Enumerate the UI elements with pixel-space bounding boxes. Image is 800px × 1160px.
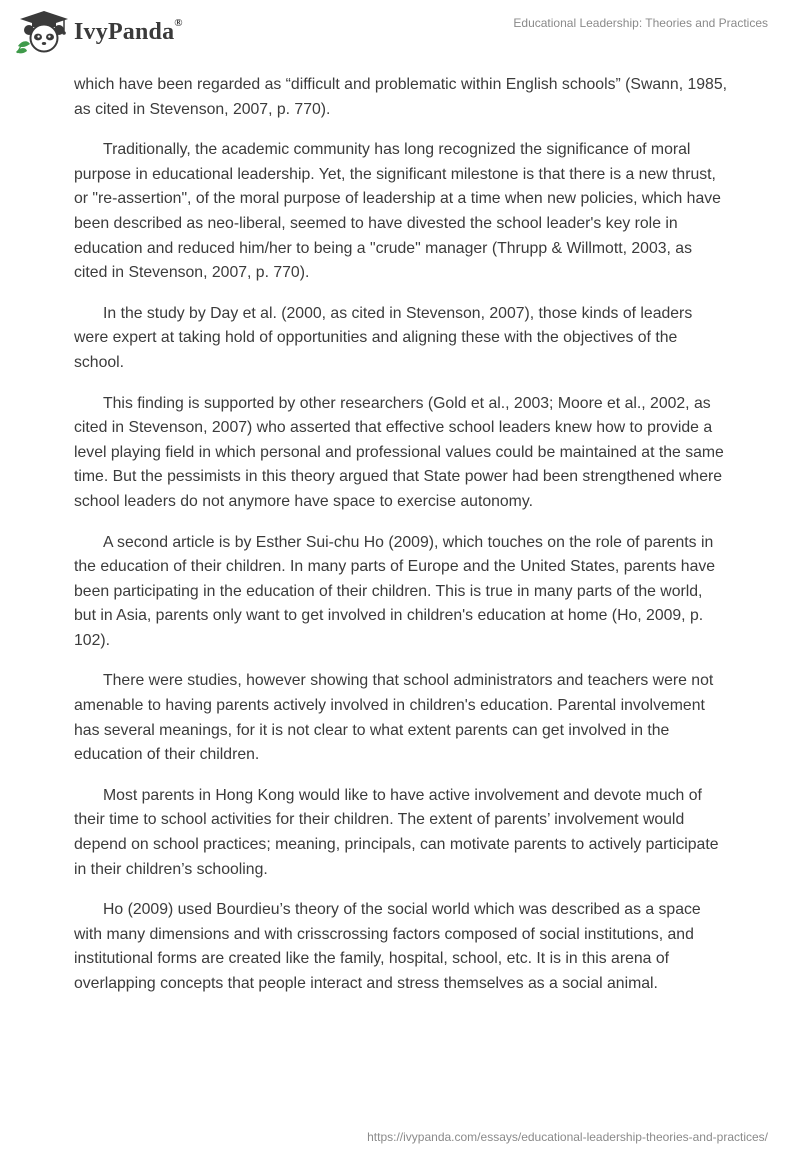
paragraph: Most parents in Hong Kong would like to have active involvement and devote much of their time to school activities for their children. The extent of parents’ involvement would depend on school practices; meaning, principals, can motivate parents to actively participate in their children’s schooling. (74, 786, 719, 878)
panda-graduate-logo-icon (14, 10, 72, 54)
paragraph: Ho (2009) used Bourdieu’s theory of the social world which was described as a space with many dimensions and with crisscrossing factors composed of social institutions, and institutional forms are created like the family, hospital, school, etc. It is in this arena of overlapping concepts that people interact and stress themselves as a social animal. (74, 901, 701, 992)
brand-name: IvyPanda® (74, 16, 183, 45)
source-url[interactable]: https://ivypanda.com/essays/educational-leadership-theories-and-practices/ (367, 1130, 768, 1144)
ivypanda-logo[interactable] (14, 10, 183, 54)
paragraph: This finding is supported by other researchers (Gold et al., 2003; Moore et al., 2002, as cited in Stevenson, 2007) who asserted that effective school leaders knew how to provide a level playing field in which personal and professional values could be maintained at the same time. But the pessimists in this theory argued that State power had been strengthened where school leaders do not anymore have space to exercise autonomy. (74, 394, 724, 510)
paragraph: In the study by Day et al. (2000, as cited in Stevenson, 2007), those kinds of leaders were expert at taking hold of opportunities and aligning these with the objectives of the school. (74, 304, 693, 371)
paragraph: There were studies, however showing that school administrators and teachers were not amenable to having parents actively involved in children's education. Parental involvement has several meanings, for it is not clear to what extent parents can get involved in the education of their children. (74, 672, 714, 764)
paragraph: A second article is by Esther Sui-chu Ho (2009), which touches on the role of parents in the education of their children. In many parts of Europe and the United States, parents have been participating in the education of their children. This is true in many parts of the world, but in Asia, parents only want to get involved in children's education at home (Ho, 2009, p. 102). (74, 533, 716, 649)
page-header (0, 0, 800, 60)
paragraph: which have been regarded as “difficult and problematic within English schools” (Swann, 1985, as cited in Stevenson, 2007, p. 770). (74, 76, 728, 118)
document-title: Educational Leadership: Theories and Practices (513, 16, 768, 30)
paragraph: Traditionally, the academic community has long recognized the significance of moral purpose in educational leadership. Yet, the significant milestone is that there is a new thrust, or "re-assertion", of the moral purpose of leadership at a time when new policies, which have been described as neo-liberal, seemed to have divested the school leader's key role in education and reduced him/her to being a "crude" manager (Thrupp & Willmott, 2003, as cited in Stevenson, 2007, p. 770). (74, 141, 721, 282)
essay-body (74, 73, 728, 1013)
